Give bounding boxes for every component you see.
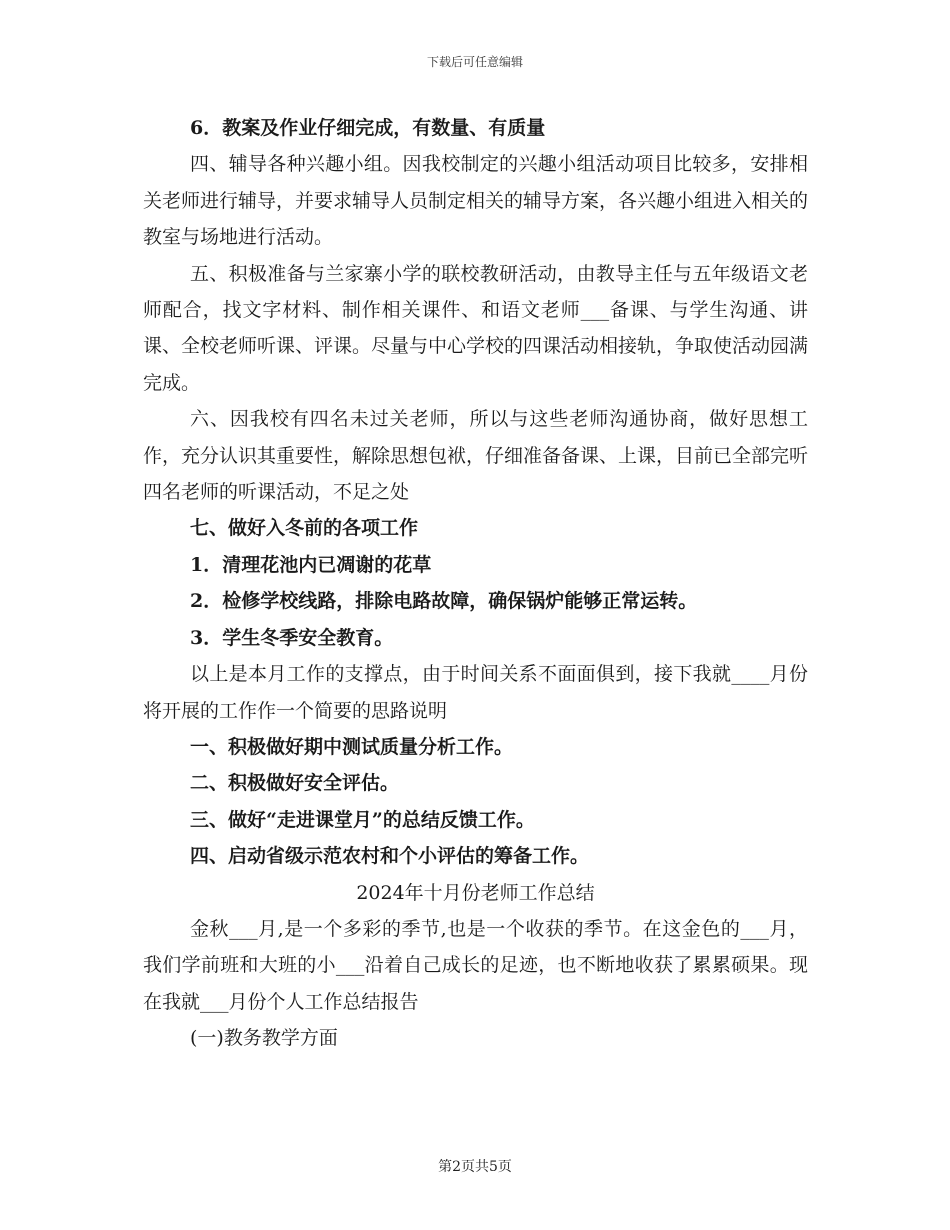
paragraph-plan-item-1: 一、积极做好期中测试质量分析工作。 — [190, 735, 514, 758]
page-header-note: 下载后可任意编辑 — [426, 55, 523, 69]
paragraph-winter-prep-heading: 七、做好入冬前的各项工作 — [190, 517, 419, 540]
paragraph-teaching-heading: (一)教务教学方面 — [190, 1027, 338, 1050]
paragraph-winter-item-1: 1．清理花池内已凋谢的花草 — [190, 553, 432, 576]
paragraph-plan-item-3: 三、做好“走进课堂月”的总结反馈工作。 — [190, 808, 535, 831]
paragraph-autumn-intro: 金秋___月,是一个多彩的季节,也是一个收获的季节。在这金色的___月，我们学前班和大班的小___沿着自己成长的足迹，也不断地收获了累累硕果。现在我就___月份个人工作总结报告 — [143, 917, 808, 1013]
section-title: 2024年十月份老师工作总结 — [356, 881, 595, 904]
paragraph-teacher-communication: 六、因我校有四名未过关老师，所以与这些老师沟通协商，做好思想工作，充分认识其重要性，解除思想包袱，仔细准备备课、上课，目前已全部完听四名老师的听课活动，不足之处 — [143, 408, 809, 504]
paragraph-plan-item-2: 二、积极做好安全评估。 — [190, 772, 400, 795]
paragraph-joint-research: 五、积极准备与兰家寨小学的联校教研活动，由教导主任与五年级语文老师配合，找文字材料、制作相关课件、和语文老师___备课、与学生沟通、讲课、全校老师听课、评课。尽量与中心学校的四课活动相接轨，争取使活动园满完成。 — [143, 262, 809, 394]
paragraph-interest-groups: 四、辅导各种兴趣小组。因我校制定的兴趣小组活动项目比较多，安排相关老师进行辅导，并要求辅导人员制定相关的辅导方案，各兴趣小组进入相关的教室与场地进行活动。 — [143, 153, 809, 249]
paragraph-summary-intro: 以上是本月工作的支撑点，由于时间关系不面面俱到，接下我就____月份将开展的工作作一个简要的思路说明 — [143, 663, 808, 722]
document-body — [143, 110, 808, 1057]
paragraph-plan-item-4: 四、启动省级示范农村和个小评估的筹备工作。 — [190, 845, 590, 868]
paragraph-winter-item-3: 3．学生冬季安全教育。 — [190, 626, 394, 649]
page-footer-number: 第2页共5页 — [438, 1159, 512, 1175]
paragraph-winter-item-2: 2．检修学校线路，排除电路故障，确保锅炉能够正常运转。 — [190, 590, 698, 613]
paragraph-lesson-plans: 6．教案及作业仔细完成，有数量、有质量 — [190, 117, 546, 139]
